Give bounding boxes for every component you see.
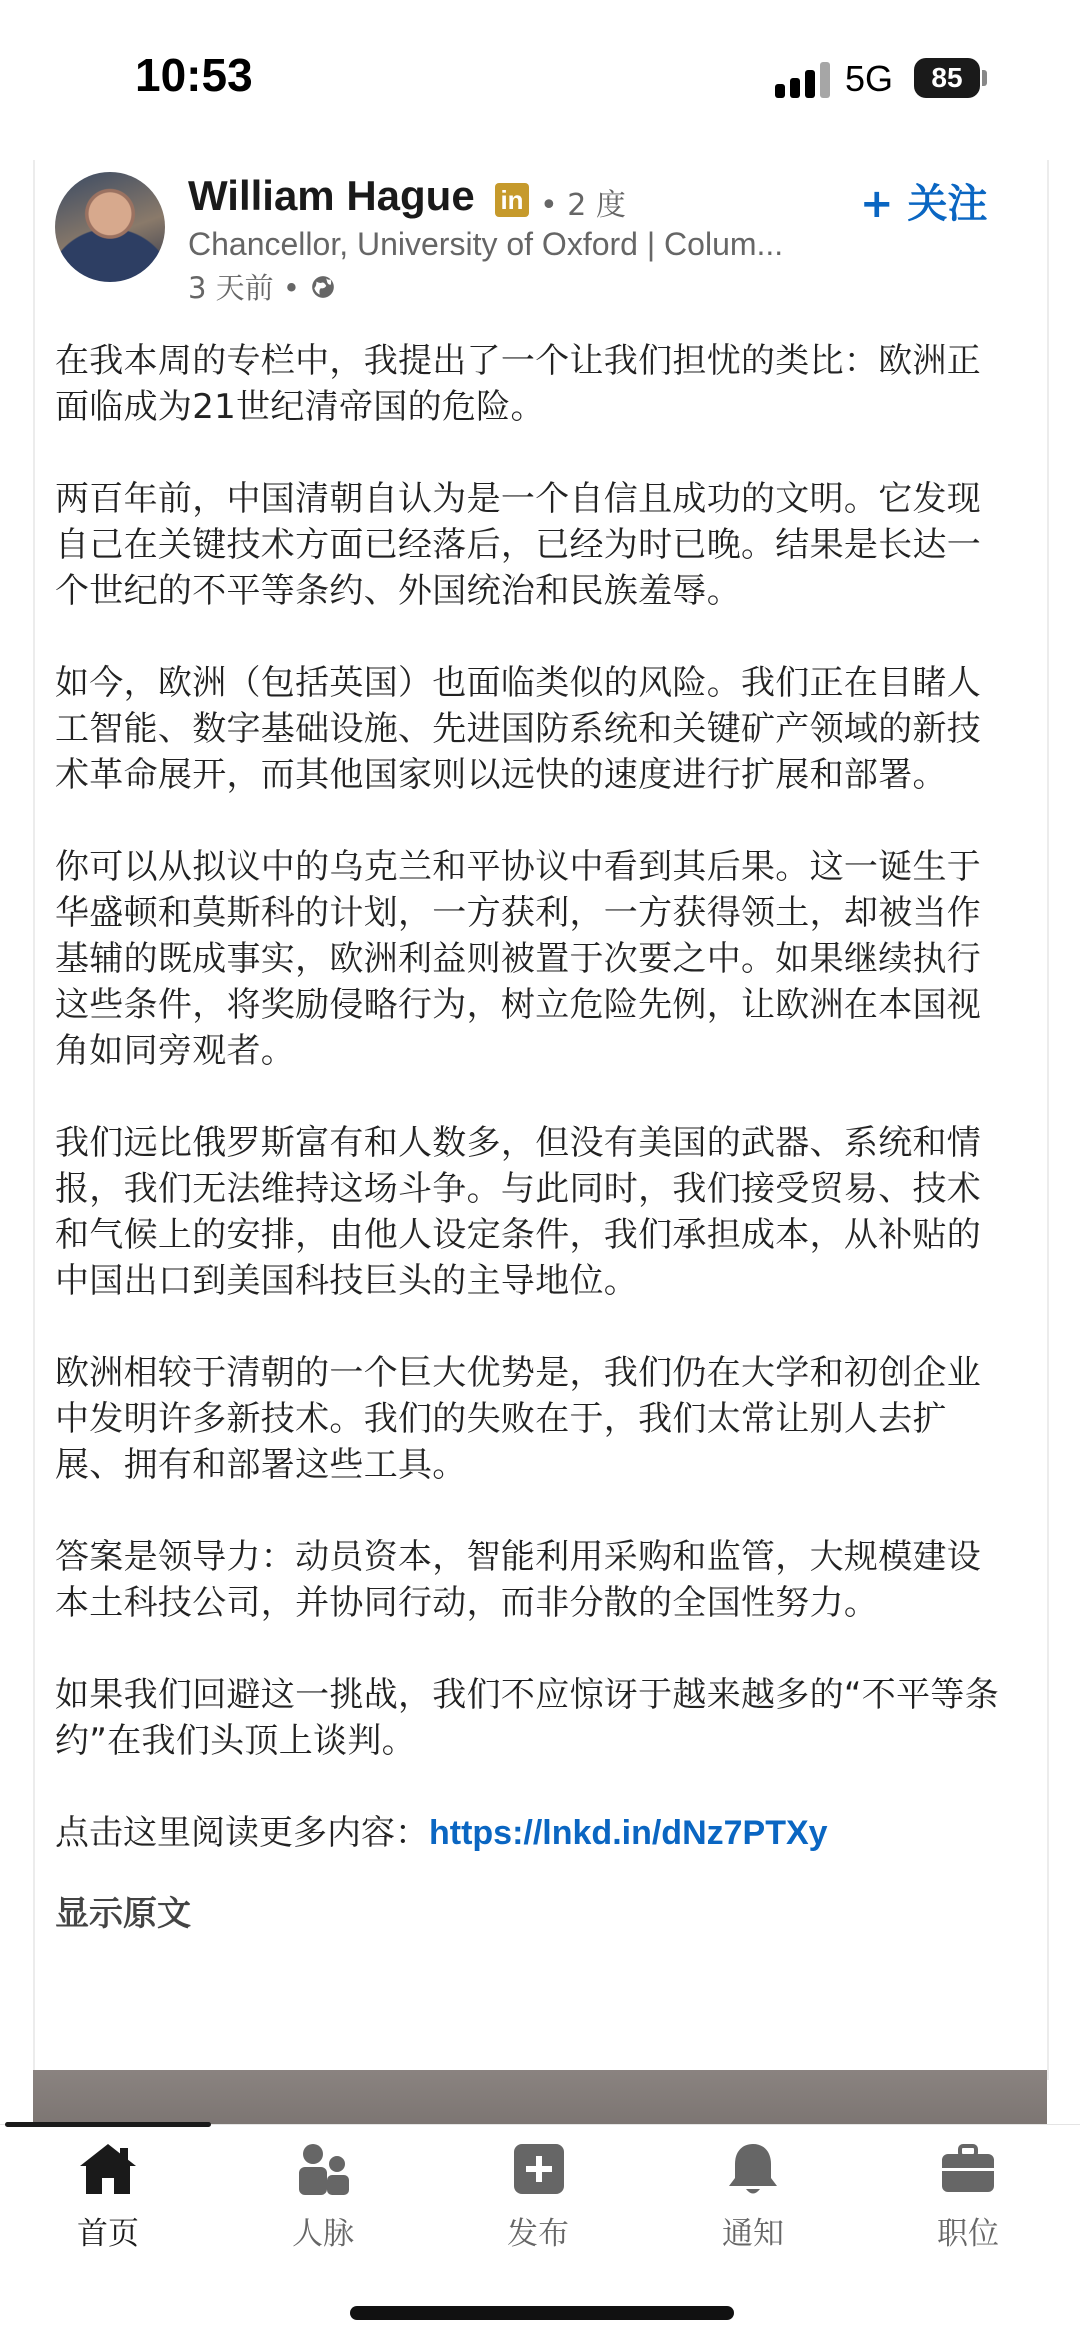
battery-level: 85: [931, 62, 963, 93]
globe-icon: [310, 274, 336, 300]
battery-tip: [982, 70, 987, 86]
post-meta: [188, 266, 336, 307]
people-icon: [291, 2140, 355, 2198]
add-post-icon: [506, 2140, 570, 2198]
nav-post-label: 发布: [507, 2216, 569, 2252]
nav-jobs[interactable]: [908, 2140, 1028, 2253]
post-paragraph: 在我本周的专栏中，我提出了一个让我们担忧的类比：欧洲正面临成为21世纪清帝国的危险。: [55, 341, 982, 427]
post-time: 3 天前 •: [188, 271, 300, 305]
connection-degree: • 2 度: [540, 188, 626, 223]
nav-home[interactable]: [48, 2140, 168, 2253]
post-paragraph: 如今，欧洲（包括英国）也面临类似的风险。我们正在目睹人工智能、数字基础设施、先进国防系统和关键矿产领域的新技术革命展开，而其他国家则以远快的速度进行扩展和部署。: [55, 663, 982, 795]
nav-network-label: 人脉: [292, 2216, 354, 2252]
post-paragraph: 我们远比俄罗斯富有和人数多，但没有美国的武器、系统和情报，我们无法维持这场斗争。与此同时，我们接受贸易、技术和气候上的安排，由他人设定条件，我们承担成本，从补贴的中国出口到美国科技巨头的主导地位。: [55, 1123, 982, 1301]
read-more-prefix: 点击这里阅读更多内容：: [55, 1813, 429, 1853]
bell-icon: [721, 2140, 785, 2198]
article-link[interactable]: https://lnkd.in/dNz7PTXy: [429, 1814, 828, 1852]
battery-icon: [914, 58, 980, 98]
nav-notifications[interactable]: [693, 2140, 813, 2253]
read-more-row: [55, 1810, 1015, 1856]
nav-post[interactable]: [478, 2140, 598, 2253]
nav-home-label: 首页: [77, 2216, 139, 2252]
briefcase-icon: [936, 2140, 1000, 2198]
network-type: 5G: [845, 58, 894, 99]
active-tab-indicator: [5, 2122, 211, 2127]
nav-jobs-label: 职位: [937, 2216, 999, 2252]
signal-icon: [775, 60, 833, 98]
post-paragraph: 如果我们回避这一挑战，我们不应惊讶于越来越多的“不平等条约”在我们头顶上谈判。: [55, 1675, 1000, 1761]
premium-badge-icon: in: [495, 183, 529, 217]
post-paragraph: 答案是领导力：动员资本，智能利用采购和监管，大规模建设本土科技公司，并协同行动，而非分散的全国性努力。: [55, 1537, 982, 1623]
post-paragraph: 你可以从拟议中的乌克兰和平协议中看到其后果。这一诞生于华盛顿和莫斯科的计划，一方获利，一方获得领土，却被当作基辅的既成事实，欧洲利益则被置于次要之中。如果继续执行这些条件，将奖励侵略行为，树立危险先例，让欧洲在本国视角如同旁观者。: [55, 847, 982, 1071]
home-icon: [76, 2140, 140, 2198]
nav-network[interactable]: [263, 2140, 383, 2253]
post-body: [55, 338, 1015, 1935]
post-image-preview[interactable]: [33, 2070, 1047, 2130]
nav-notifications-label: 通知: [722, 2216, 784, 2252]
follow-button[interactable]: + 关注: [860, 181, 988, 227]
home-indicator[interactable]: [350, 2306, 734, 2320]
status-bar: [0, 0, 1080, 150]
post-paragraph: 两百年前，中国清朝自认为是一个自信且成功的文明。它发现自己在关键技术方面已经落后，已经为时已晚。结果是长达一个世纪的不平等条约、外国统治和民族羞辱。: [55, 479, 982, 611]
post-paragraph: 欧洲相较于清朝的一个巨大优势是，我们仍在大学和初创企业中发明许多新技术。我们的失败在于，我们太常让别人去扩展、拥有和部署这些工具。: [55, 1353, 982, 1485]
author-name[interactable]: William Hague: [188, 172, 475, 219]
author-headline: Chancellor, University of Oxford | Colum...: [188, 226, 784, 262]
author-avatar[interactable]: [55, 172, 165, 282]
status-time: 10:53: [135, 49, 253, 101]
show-original-button[interactable]: 显示原文: [55, 1894, 191, 1934]
